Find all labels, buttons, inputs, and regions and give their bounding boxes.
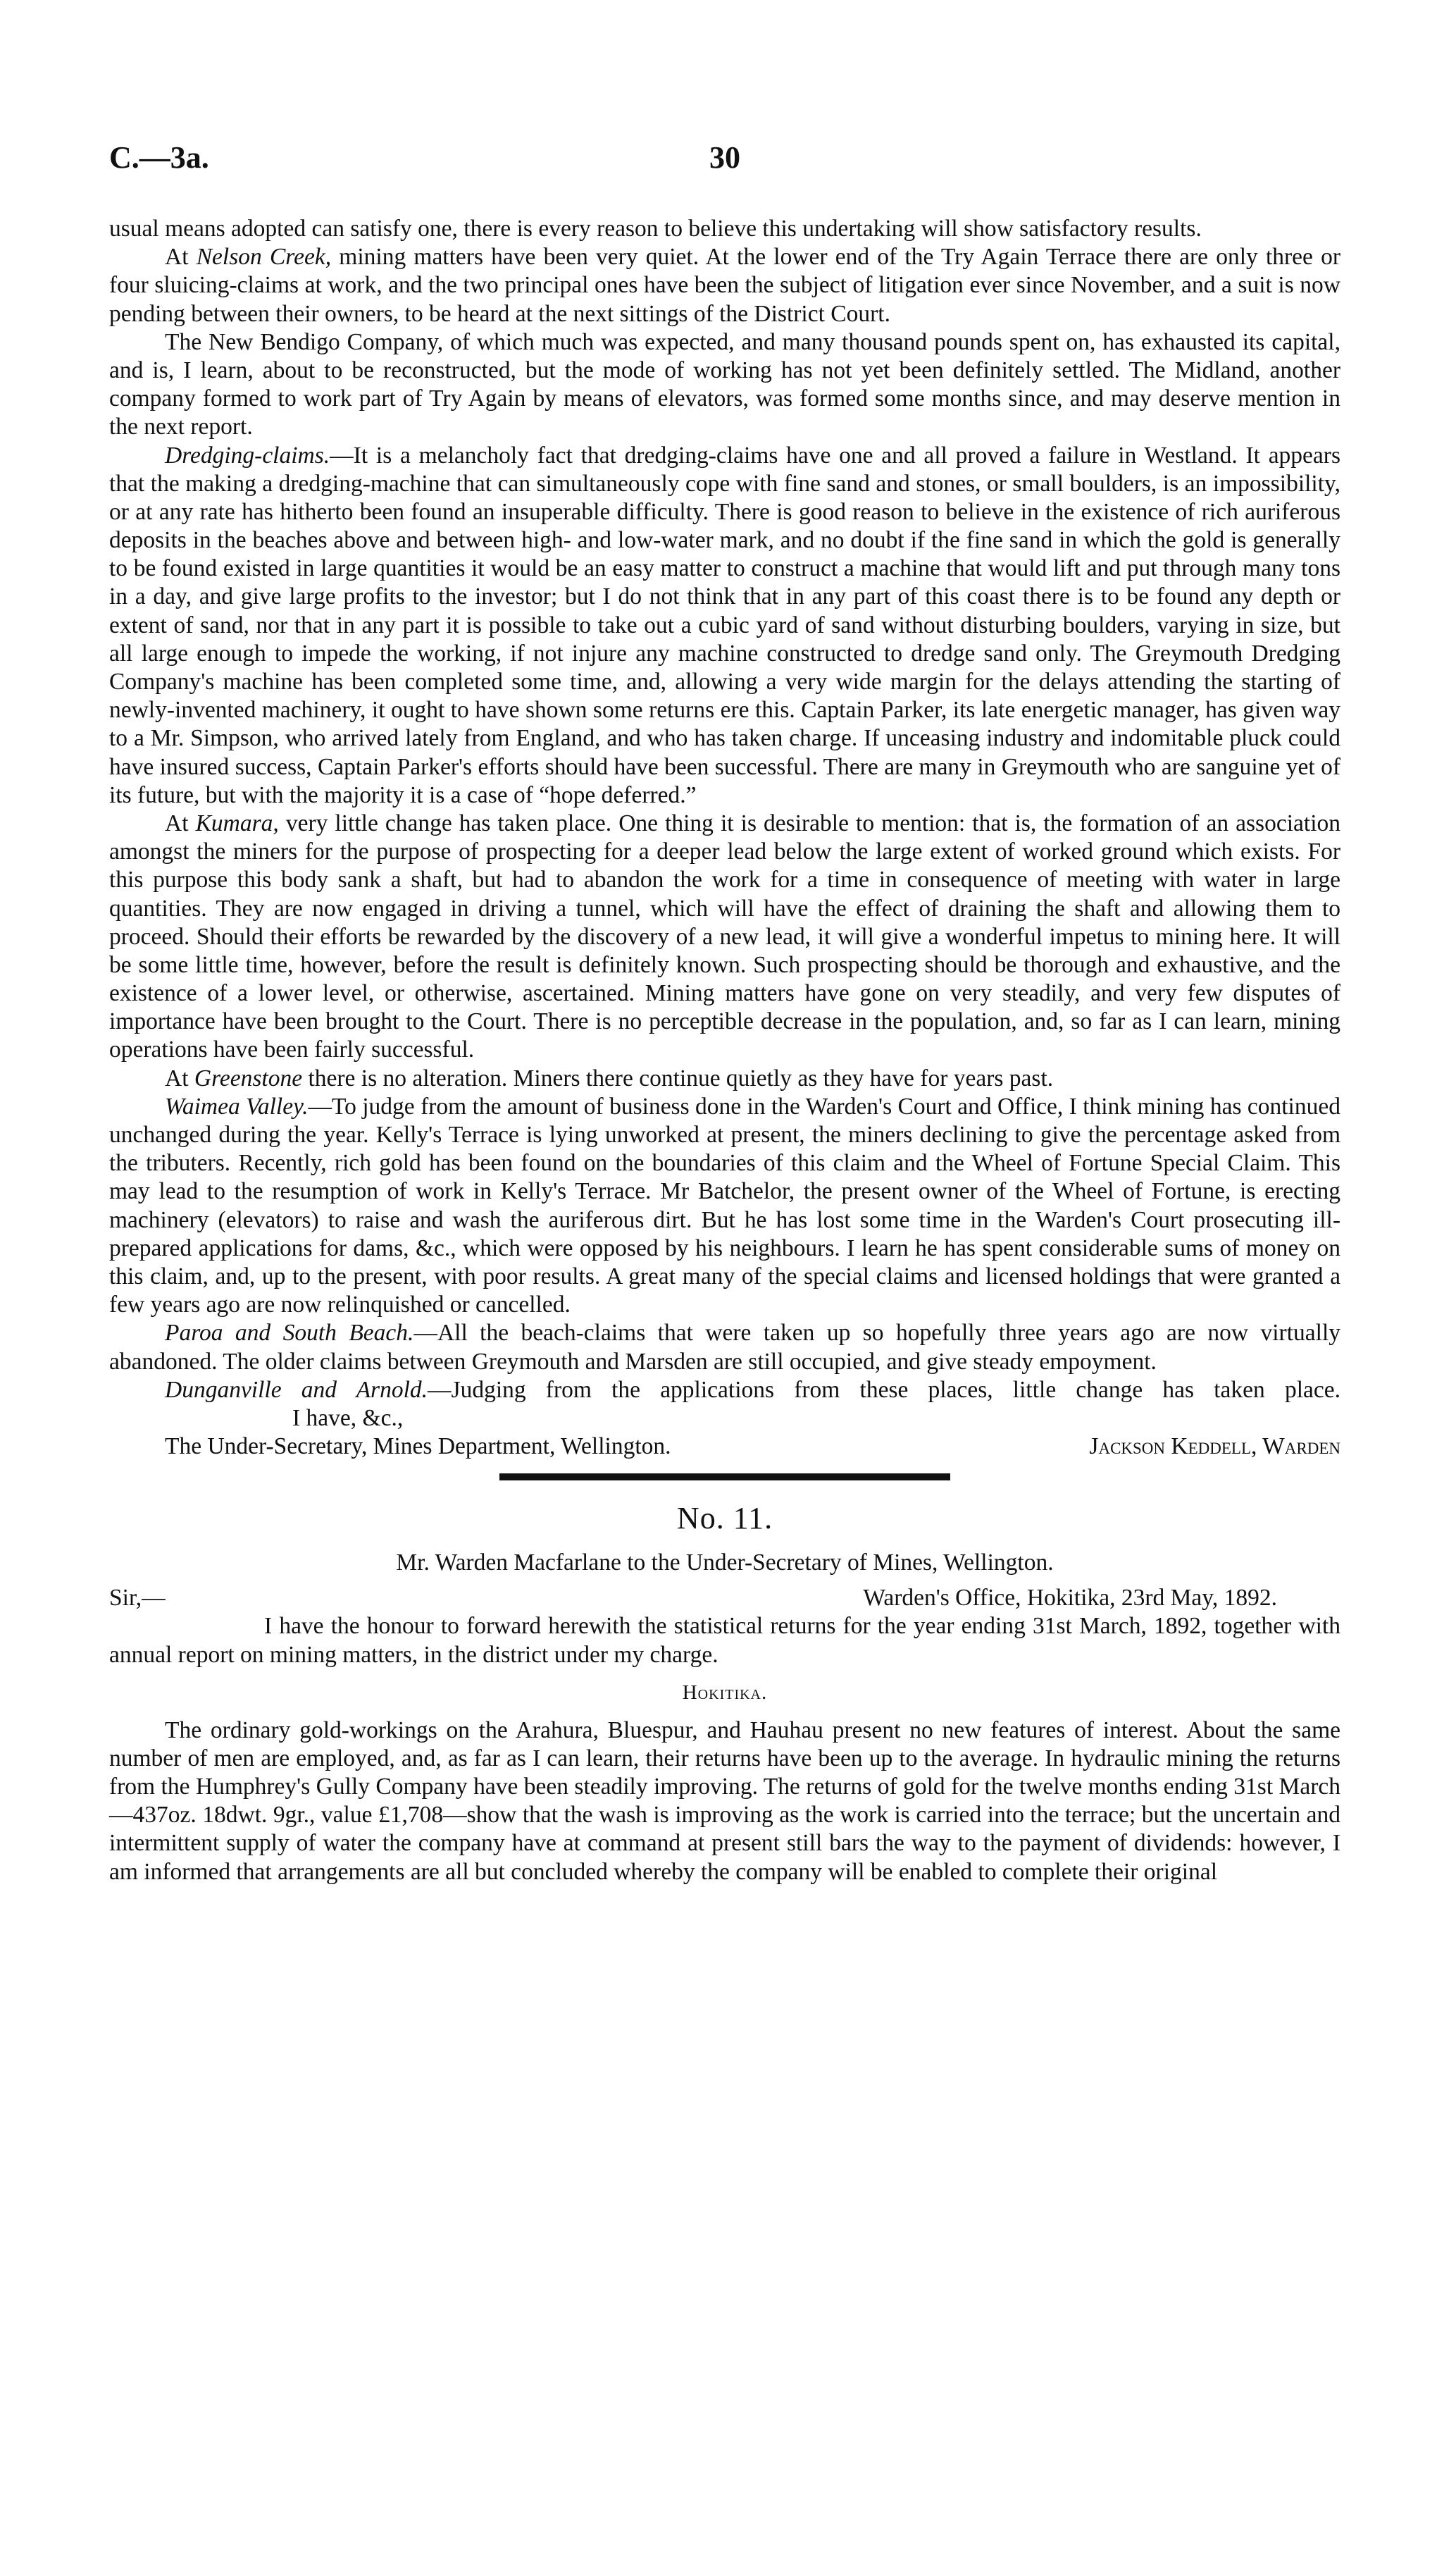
paragraph-text: there is no alteration. Miners there continue quietly as they have for years past. bbox=[302, 1065, 1054, 1091]
closing-phrase: I have, &c., bbox=[292, 1404, 404, 1431]
page-header bbox=[109, 140, 1340, 182]
heading-waimea-valley: Waimea Valley. bbox=[165, 1093, 309, 1120]
place-greenstone: Greenstone bbox=[194, 1065, 303, 1091]
paragraph-continuation: usual means adopted can satisfy one, there is every reason to believe this undertaking will show satisfactory results. bbox=[109, 216, 1202, 242]
paragraph-new-bendigo: The New Bendigo Company, of which much was expected, and many thousand pounds spent on, has exhausted its capital, and is, I learn, about to be reconstructed, but the mode of working has not yet been definitely settled. The Midland, another company formed to work part of Try Again by means of elevators, was formed some months since, and may deserve mention in the next report. bbox=[109, 328, 1340, 440]
section-divider bbox=[499, 1473, 950, 1480]
paragraph-kumara bbox=[109, 810, 1340, 1065]
paragraph-lead: At bbox=[165, 1065, 194, 1091]
addressee: The Under-Secretary, Mines Department, Wellington. bbox=[165, 1433, 671, 1460]
paragraph-dunganville bbox=[109, 1376, 1340, 1433]
paragraph-lead: At bbox=[165, 810, 196, 836]
paragraph-text: —Judging from the applications from these places, little change has taken place. bbox=[428, 1376, 1340, 1403]
paragraph-nelson-creek bbox=[109, 243, 1340, 328]
signoff-row bbox=[109, 1433, 1340, 1461]
paragraph-waimea-valley bbox=[109, 1093, 1340, 1320]
report-body bbox=[109, 215, 1340, 1886]
letter-title: Mr. Warden Macfarlane to the Under-Secretary of Mines, Wellington. bbox=[396, 1549, 1054, 1576]
paragraph-lead: At bbox=[165, 244, 197, 271]
place-nelson-creek: Nelson Creek, bbox=[196, 244, 332, 271]
salutation: Sir,— bbox=[109, 1585, 166, 1611]
heading-paroa-south-beach: Paroa and South Beach. bbox=[165, 1320, 414, 1347]
heading-dunganville-arnold: Dunganville and Arnold. bbox=[165, 1376, 428, 1403]
letter-intro: I have the honour to forward herewith the statistical returns for the year ending 31st March, 1892, together with annual report on mining matters, in the district under my charge. bbox=[109, 1613, 1340, 1668]
paragraph-text: —To judge from the amount of business done in the Warden's Court and Office, I think mining has continued unchanged during the year. Kelly's Terrace is lying unworked at present, the miners declining to give the percentage asked from the tributers. Recently, rich gold has been found on the boundaries of this claim and the Wheel of Fortune Special Claim. This may lead to the resumption of work in Kelly's Terrace. Mr Batchelor, the present owner of the Wheel of Fortune, is erecting machinery (elevators) to raise and wash the auriferous dirt. But he has lost some time in the Warden's Court prosecuting ill-prepared applications for dams, &c., which were opposed by his neighbours. I learn he has spent considerable sums of money on this claim, and, up to the present, with poor results. A great many of the special claims and licensed holdings that were granted a few years ago are now relinquished or cancelled. bbox=[109, 1093, 1340, 1318]
paragraph-hokitika: The ordinary gold-workings on the Arahura, Bluespur, and Hauhau present no new features of interest. About the same number of men are employed, and, as far as I can learn, their returns have been up to the average. In hydraulic mining the returns from the Humphrey's Gully Company have been steadily improving. The returns of gold for the twelve months ending 31st March—437oz. 18dwt. 9gr., value £1,708—show that the wash is improving as the work is carried into the terrace; but the uncertain and intermittent supply of water the company have at command at present still bars the way to the payment of dividends: however, I am informed that arrangements are all but concluded whereby the company will be enabled to complete their original bbox=[109, 1716, 1340, 1885]
paragraph-text: —It is a melancholy fact that dredging-claims have one and all proved a failure in Westland. It appears that the making a dredging-machine that can simultaneously cope with fine sand and stones, or small boulders, is an impossibility, or at any rate has hitherto been found an insuperable difficulty. There is good reason to believe in the existence of rich auriferous deposits in the beaches above and between high- and low-water mark, and no doubt if the fine sand in which the gold is generally to be found existed in large quantities it would be an easy matter to construct a machine that would lift and put through many tons in a day, and give large profits to the investor; but I do not think that in any part of this coast there is to be found any depth or extent of sand, nor that in any part it is possible to take out a cubic yard of sand without disturbing boulders, varying in size, but all large enough to impede the working, if not injure any machine constructed to dredge sand only. The Greymouth Dredging Company's machine has been completed some time, and, allowing a very wide margin for the delays attending the starting of newly-invented machinery, it ought to have shown some returns ere this. Captain Parker, its late energetic manager, has given way to a Mr. Simpson, who arrived lately from England, and who has taken charge. If unceasing industry and indomitable pluck could have insured success, Captain Parker's efforts should have been successful. There are many in Greymouth who are sanguine yet of its future, but with the majority it is a case of “hope deferred.” bbox=[109, 442, 1340, 808]
heading-dredging-claims: Dredging-claims. bbox=[165, 442, 330, 469]
paragraph-text: —All the beach-claims that were taken up so hopefully three years ago are now virtually abandoned. The older claims between Greymouth and Marsden are still occupied, and give steady empoyment. bbox=[109, 1320, 1341, 1375]
paragraph-greenstone bbox=[109, 1065, 1340, 1093]
page-number: 30 bbox=[709, 140, 740, 175]
section-heading-hokitika: Hokitika. bbox=[682, 1681, 768, 1704]
salutation-row bbox=[109, 1584, 1340, 1612]
document-code: C.—3a. bbox=[109, 140, 209, 175]
paragraph-paroa bbox=[109, 1319, 1340, 1375]
paragraph-dredging-claims bbox=[109, 442, 1340, 810]
letter-number: No. 11. bbox=[676, 1501, 773, 1536]
paragraph-text: mining matters have been very quiet. At the lower end of the Try Again Terrace there are only three or four sluicing-claims at work, and the two principal ones have been the subject of litigation ever since November, and a suit is now pending between their owners, to be heard at the next sittings of the District Court. bbox=[109, 244, 1341, 327]
paragraph-text: very little change has taken place. One thing it is desirable to mention: that is, the formation of an association amongst the miners for the purpose of prospecting for a deeper lead below the large extent of worked ground which exists. For this purpose this body sank a shaft, but had to abandon the work for a time in consequence of meeting with water in large quantities. They are now engaged in driving a tunnel, which will have the effect of draining the shaft and allowing them to proceed. Should their efforts be rewarded by the discovery of a new lead, it will give a wonderful impetus to mining here. It will be some little time, however, before the result is definitely known. Such prospecting should be thorough and exhaustive, and the existence of a lower level, or otherwise, ascertained. Mining matters have gone on very steadily, and very few disputes of importance have been brought to the Court. There is no perceptible decrease in the population, and, so far as I can learn, mining operations have been fairly successful. bbox=[109, 810, 1341, 1063]
dateline: Warden's Office, Hokitika, 23rd May, 1892. bbox=[863, 1585, 1277, 1611]
place-kumara: Kumara, bbox=[195, 810, 279, 836]
signature: Jackson Keddell, Warden bbox=[1089, 1433, 1340, 1460]
